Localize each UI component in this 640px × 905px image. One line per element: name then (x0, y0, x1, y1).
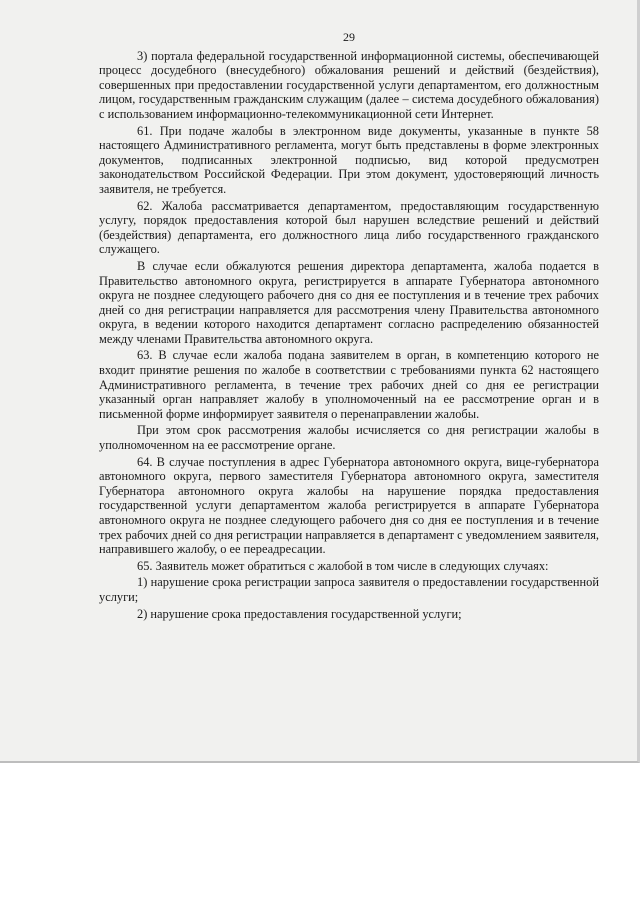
paragraph-65: 65. Заявитель может обратиться с жалобой в том числе в следующих случаях: (137, 558, 549, 573)
paragraph-62-continued: В случае если обжалуются решения директора департамента, жалоба подается в Правительство автономного округа, регистрируется в аппарате Губернатора автономного округа не позднее следующего рабочего дня со дня ее поступления и в течение трех рабочих дней со дня регистрации направляется для рассмотрения члену Правительства автономного округа, в ведении которого находится департамент согласно распределению обязанностей между членами Правительства автономного округа. (99, 258, 599, 346)
paragraph-65-item-1: 1) нарушение срока регистрации запроса заявителя о предоставлении государственной услуги; (99, 575, 599, 604)
paragraph-64: 64. В случае поступления в адрес Губернатора автономного округа, вице-губернатора автономного округа, первого заместителя Губернатора автономного округа, заместителя Губернатора автономного округа жалобы на нарушение порядка предоставления государственной услуги департаментом жалоба регистрируется в аппарате Губернатора автономного округа не позднее следующего рабочего дня со дня ее поступления и в течение трех рабочих дней со дня регистрации направляется в департамент с уведомлением заявителя, направившего жалобу, о ее переадресации. (99, 454, 599, 557)
page-number: 29 (343, 30, 355, 44)
paragraph-61: 61. При подаче жалобы в электронном виде документы, указанные в пункте 58 настоящего Административного регламента, могут быть представлены в форме электронных документов, подписанных электронной подписью, вид которой предусмотрен законодательством Российской Федерации. При этом документ, удостоверяющий личность заявителя, не требуется. (99, 123, 599, 196)
document-page (99, 30, 599, 621)
paragraph-62: 62. Жалоба рассматривается департаментом, предоставляющим государственную услугу, порядок предоставления которой был нарушен вследствие решений и действий (бездействия) департамента, его должностного лица либо государственного гражданского служащего. (99, 198, 599, 257)
paragraph-65-item-2: 2) нарушение срока предоставления государственной услуги; (137, 606, 462, 621)
paragraph-63: 63. В случае если жалоба подана заявителем в орган, в компетенцию которого не входит принятие решения по жалобе в соответствии с требованиями пункта 62 настоящего Административного регламента, в течение трех рабочих дней со дня ее регистрации указанный орган направляет жалобу в уполномоченный на ее рассмотрение орган и в письменной форме информирует заявителя о перенаправлении жалобы. (99, 348, 599, 421)
paragraph-item-3: 3) портала федеральной государственной информационной системы, обеспечивающей процесс досудебного (внесудебного) обжалования решений и действий (бездействия), совершенных при предоставлении государственной услуги департаментом, его должностным лицом, государственным гражданским служащим (далее – система досудебного обжалования) с использованием информационно-телекоммуникационной сети Интернет. (99, 48, 599, 121)
paragraph-63-continued: При этом срок рассмотрения жалобы исчисляется со дня регистрации жалобы в уполномоченном на ее рассмотрение органе. (99, 423, 599, 453)
